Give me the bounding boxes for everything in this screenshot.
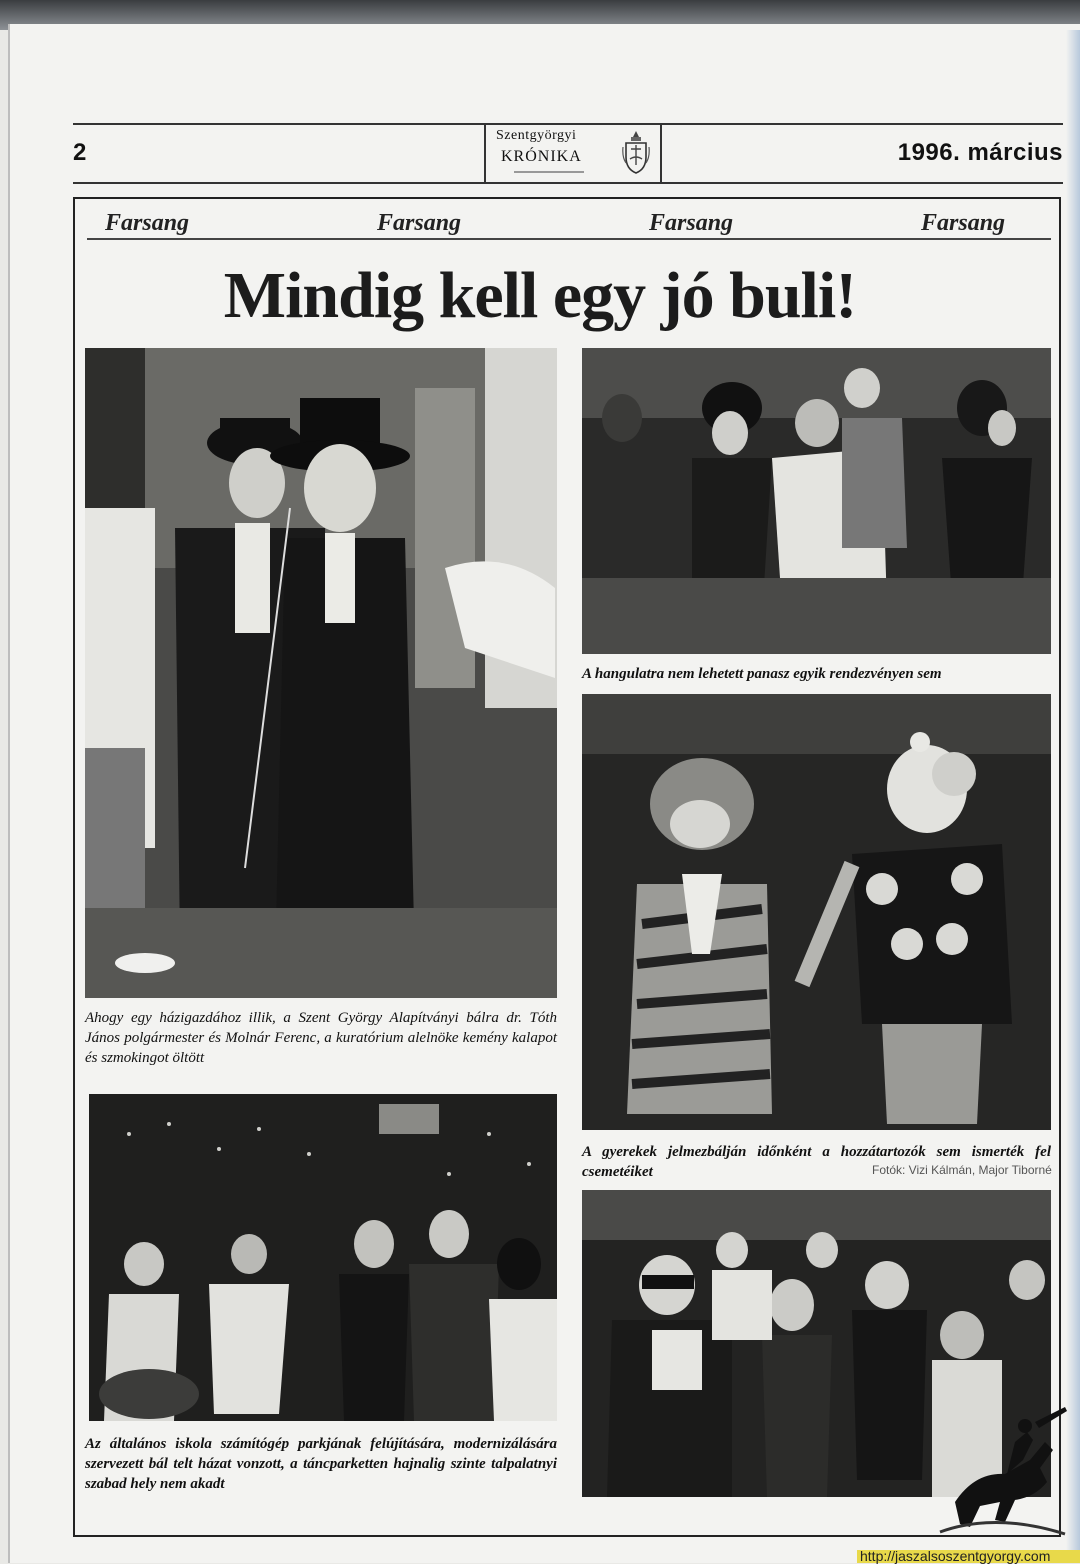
article-headline: Mindig kell egy jó buli! — [223, 259, 857, 332]
website-watermark-link[interactable]: http://jaszalsoszentgyorgy.com — [857, 1550, 1080, 1563]
page-number: 2 — [73, 139, 87, 166]
section-label: Farsang — [921, 210, 1006, 236]
caption-photo-school-ball: Az általános iskola számítógép parkjának felújítására, modernizálására szervezett bál telt házat vonzott, a táncparketten hajnalig szinte talpalatnyi szabad hely nem akadt — [85, 1436, 557, 1492]
section-bar — [87, 208, 1051, 240]
photo-credit: Fotók: Vizi Kálmán, Major Tiborné — [872, 1163, 1052, 1177]
masthead-title: Szentgyörgyi — [496, 128, 577, 143]
photo-dancing-crowd — [582, 348, 1051, 654]
section-label: Farsang — [105, 210, 190, 236]
horseman-logo-icon — [935, 1402, 1070, 1542]
caption-photo-hosts: Ahogy egy házigazdához illik, a Szent György Alapítványi bálra dr. Tóth János polgármester és Molnár Ferenc, a kuratórium alelnöke kemény kalapot és szmokingot öltött — [85, 1010, 557, 1066]
section-label: Farsang — [377, 210, 462, 236]
masthead — [484, 125, 662, 182]
caption-photo-dancing: A hangulatra nem lehetett panasz egyik rendezvényen sem — [582, 666, 942, 682]
photo-school-ball — [89, 1094, 557, 1421]
masthead-tagline — [514, 171, 584, 173]
masthead-subtitle: KRÓNIKA — [501, 148, 582, 165]
issue-date: 1996. március — [897, 139, 1063, 166]
photo-children-costumes — [582, 694, 1051, 1130]
page-header — [73, 123, 1063, 184]
photo-hosts-in-top-hats — [85, 348, 557, 998]
caption-photo-children: A gyerekek jelmezbálján időnként a hozzátartozók sem ismerték fel csemetéiket — [582, 1144, 1051, 1180]
coat-of-arms-icon — [622, 129, 650, 175]
section-label: Farsang — [649, 210, 734, 236]
